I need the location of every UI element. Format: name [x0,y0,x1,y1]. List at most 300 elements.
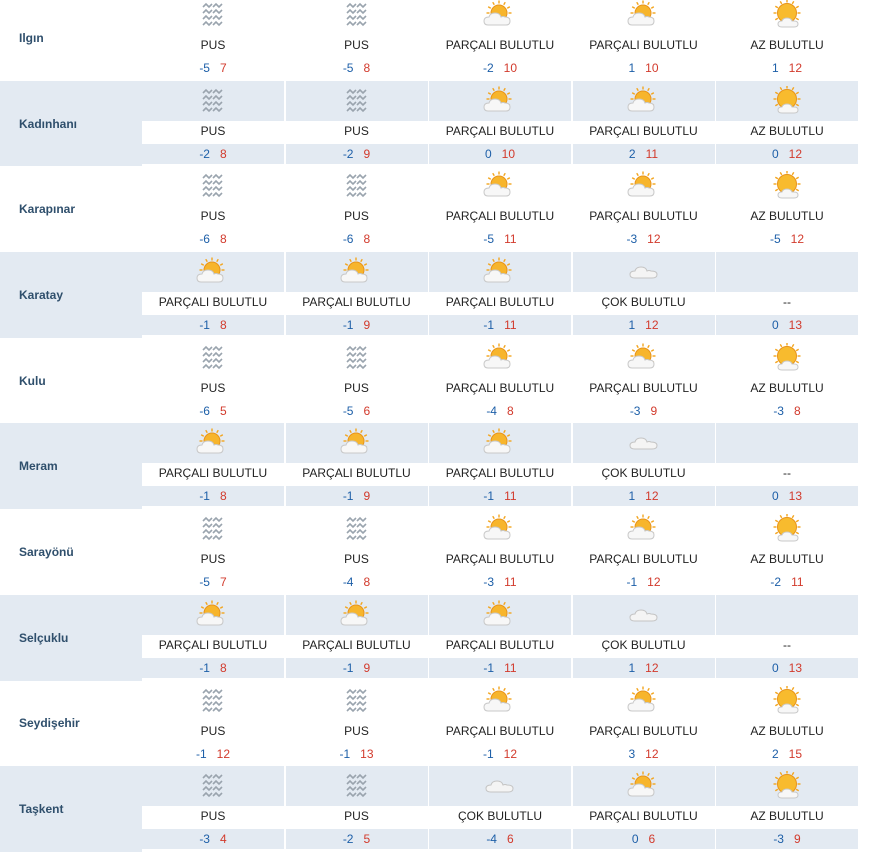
high-temperature: 10 [501,146,516,161]
low-temperature: 1 [771,61,779,75]
city-cell [0,766,142,852]
temperature-range [716,401,858,421]
high-temperature: 9 [650,403,658,418]
day-cells [142,766,860,852]
forecast-cell [142,252,284,338]
day-cells [142,252,860,338]
table-row [0,252,877,338]
partly-cloudy-icon [481,171,519,201]
high-temperature: 12 [645,318,659,333]
high-temperature: 8 [363,575,371,590]
weather-description: PUS [200,123,226,138]
high-temperature: 12 [645,660,659,675]
weather-description: PARÇALI BULUTLU [589,38,698,52]
temperature-range [142,401,284,421]
city-name[interactable]: Selçuklu [19,630,69,645]
forecast-cell [286,423,428,509]
partly-cloudy-icon [194,428,232,458]
low-temperature: -3 [626,232,638,247]
table-row [0,509,877,595]
temperature-range [573,144,715,164]
city-name[interactable]: Karatay [19,287,64,302]
forecast-cell [716,81,858,167]
weather-description: PARÇALI BULUTLU [589,552,698,567]
temperature-range [573,486,715,506]
temperature-range [573,401,715,421]
mostly-sunny-icon [768,171,806,201]
weather-description: PARÇALI BULUTLU [445,295,555,310]
mist-icon [344,516,370,542]
temperature-range [142,486,284,506]
icon-band [573,0,715,35]
temperature-range [716,658,858,678]
weather-description: PUS [200,380,226,395]
mist-icon [200,688,226,714]
high-temperature: 12 [647,232,661,247]
weather-description: AZ BULUTLU [750,723,824,738]
forecast-cell [142,509,284,595]
mostly-sunny-icon [768,514,806,544]
forecast-cell [716,595,858,681]
icon-band [716,252,858,292]
high-temperature: 12 [788,61,803,75]
high-temperature: 12 [790,232,805,247]
high-temperature: 12 [645,746,659,761]
forecast-cell [142,423,284,509]
icon-band [716,338,858,378]
icon-band [286,0,428,35]
weather-description: -- [783,466,791,481]
low-temperature: -3 [773,832,784,847]
weather-description: PUS [344,809,369,824]
high-temperature: 8 [219,489,227,504]
low-temperature: -1 [482,746,494,761]
forecast-cell [573,0,715,81]
temperature-range [142,144,284,164]
low-temperature: 1 [628,61,636,75]
partly-cloudy-icon [338,428,376,458]
weather-description: -- [783,295,791,310]
temperature-range [716,229,858,249]
high-temperature: 11 [504,318,517,333]
overcast-icon [483,774,517,798]
temperature-range [429,658,571,678]
weather-description: PUS [200,209,226,224]
icon-band [286,509,428,549]
icon-band [429,166,571,206]
high-temperature: 8 [219,660,227,675]
icon-band [429,595,571,635]
weather-description: PARÇALI BULUTLU [445,723,555,738]
icon-band [286,681,428,721]
table-row [0,338,877,424]
forecast-cell [286,595,428,681]
weather-description: PUS [344,552,369,567]
day-cells [142,338,860,424]
partly-cloudy-icon [194,600,232,630]
icon-band [286,595,428,635]
temperature-range [716,144,858,164]
weather-description: PARÇALI BULUTLU [445,209,555,224]
low-temperature: 0 [484,146,492,161]
icon-band [142,252,284,292]
forecast-cell [429,81,571,167]
high-temperature: 12 [216,746,231,761]
icon-band [142,595,284,635]
icon-band [286,81,428,121]
partly-cloudy-icon [625,771,663,801]
mist-icon [344,773,370,799]
icon-band [573,766,715,806]
forecast-cell [716,509,858,595]
low-temperature: -5 [342,403,354,418]
weather-description: PUS [344,380,369,395]
forecast-cell [286,166,428,252]
icon-band [142,509,284,549]
low-temperature: -1 [342,660,354,675]
temperature-range [142,658,284,678]
weather-description: PUS [200,723,226,738]
high-temperature: 4 [219,832,227,847]
icon-band [429,766,571,806]
weather-description: AZ BULUTLU [750,809,824,824]
temperature-range [573,658,715,678]
city-name[interactable]: Taşkent [19,802,64,817]
low-temperature: -6 [199,403,210,418]
icon-band [716,681,858,721]
icon-band [573,338,715,378]
weather-description: PARÇALI BULUTLU [589,380,698,395]
low-temperature: -5 [769,232,781,247]
high-temperature: 8 [219,146,227,161]
city-cell [0,509,142,595]
low-temperature: -1 [483,489,495,504]
low-temperature: -1 [626,575,638,590]
weather-description: PARÇALI BULUTLU [158,295,268,310]
high-temperature: 12 [645,489,659,504]
low-temperature: 0 [631,832,639,847]
low-temperature: -6 [199,232,210,247]
overcast-icon [627,603,661,627]
table-row [0,0,877,81]
weather-description: PARÇALI BULUTLU [302,466,411,481]
partly-cloudy-icon [481,600,519,630]
mist-icon [344,688,370,714]
city-name[interactable]: Meram [19,459,58,474]
icon-band [286,338,428,378]
temperature-range [716,58,858,78]
icon-band [142,0,284,35]
mist-icon [344,173,370,199]
forecast-cell [142,338,284,424]
city-name[interactable]: Karapınar [19,202,76,217]
high-temperature: 13 [788,489,803,504]
forecast-cell [573,166,715,252]
icon-band [142,681,284,721]
high-temperature: 5 [219,403,227,418]
city-cell [0,681,142,767]
high-temperature: 12 [788,146,803,161]
low-temperature: 2 [628,146,636,161]
forecast-cell [573,252,715,338]
day-cells [142,423,860,509]
low-temperature: -3 [773,403,784,418]
mist-icon [200,345,226,371]
city-cell [0,338,142,424]
city-name[interactable]: Seydişehir [19,716,80,731]
forecast-cell [429,338,571,424]
low-temperature: 1 [628,489,636,504]
temperature-range [142,58,284,78]
weather-description: ÇOK BULUTLU [601,466,686,481]
low-temperature: -1 [195,746,207,761]
forecast-cell [142,595,284,681]
temperature-range [286,401,428,421]
low-temperature: -3 [629,403,641,418]
city-cell [0,166,142,252]
forecast-cell [286,81,428,167]
day-cells [142,81,860,167]
low-temperature: -2 [342,146,354,161]
forecast-cell [429,166,571,252]
partly-cloudy-icon [481,343,519,373]
city-name[interactable]: Kadınhanı [19,116,78,131]
partly-cloudy-icon [625,343,663,373]
icon-band [142,766,284,806]
mist-icon [344,2,370,28]
temperature-range [716,315,858,335]
day-cells [142,0,860,81]
temperature-range [142,315,284,335]
day-cells [142,509,860,595]
weather-description: PARÇALI BULUTLU [302,637,411,652]
mostly-sunny-icon [768,686,806,716]
forecast-cell [573,766,715,852]
temperature-range [286,229,428,249]
weather-description: ÇOK BULUTLU [601,637,686,652]
low-temperature: 0 [771,489,779,504]
forecast-cell [573,423,715,509]
low-temperature: -4 [342,575,354,590]
icon-band [429,0,571,35]
high-temperature: 9 [363,318,371,333]
high-temperature: 9 [363,660,371,675]
forecast-cell [429,509,571,595]
low-temperature: -3 [483,575,495,590]
city-name[interactable]: Ilgın [19,30,44,45]
day-cells [142,166,860,252]
icon-band [716,423,858,463]
high-temperature: 8 [506,403,514,418]
forecast-cell [573,595,715,681]
forecast-cell [142,81,284,167]
icon-band [286,252,428,292]
icon-band [716,166,858,206]
low-temperature: -1 [199,489,210,504]
icon-band [429,423,571,463]
temperature-range [286,829,428,849]
table-row [0,166,877,252]
high-temperature: 6 [648,832,656,847]
icon-band [142,423,284,463]
weather-description: PARÇALI BULUTLU [158,466,268,481]
icon-band [573,252,715,292]
partly-cloudy-icon [481,0,519,30]
temperature-range [429,829,571,849]
temperature-range [286,572,428,592]
forecast-cell [429,0,571,81]
temperature-range [573,744,715,764]
city-cell [0,595,142,681]
forecast-cell [716,252,858,338]
low-temperature: -1 [199,318,210,333]
low-temperature: -2 [770,575,782,590]
weather-description: AZ BULUTLU [750,552,824,567]
high-temperature: 11 [504,660,517,675]
low-temperature: 0 [771,146,779,161]
low-temperature: -1 [483,318,495,333]
partly-cloudy-icon [625,514,663,544]
forecast-cell [142,166,284,252]
forecast-cell [286,252,428,338]
icon-band [429,509,571,549]
weather-description: PARÇALI BULUTLU [445,466,555,481]
forecast-cell [573,81,715,167]
overcast-icon [627,260,661,284]
weather-description: ÇOK BULUTLU [601,295,686,310]
low-temperature: -1 [339,746,351,761]
temperature-range [573,572,715,592]
partly-cloudy-icon [625,171,663,201]
high-temperature: 7 [219,61,227,75]
temperature-range [429,229,571,249]
icon-band [429,81,571,121]
mist-icon [200,2,226,28]
partly-cloudy-icon [338,600,376,630]
partly-cloudy-icon [481,514,519,544]
mist-icon [200,516,226,542]
icon-band [429,338,571,378]
forecast-cell [716,166,858,252]
low-temperature: -5 [483,232,495,247]
temperature-range [573,229,715,249]
temperature-range [716,486,858,506]
forecast-cell [286,0,428,81]
high-temperature: 11 [504,232,517,247]
forecast-cell [286,681,428,767]
forecast-cell [142,766,284,852]
low-temperature: -4 [486,403,497,418]
day-cells [142,681,860,767]
temperature-range [286,315,428,335]
weather-description: PARÇALI BULUTLU [445,552,555,567]
weather-description: PARÇALI BULUTLU [589,209,698,224]
low-temperature: -3 [199,832,210,847]
weather-description: PARÇALI BULUTLU [445,123,555,138]
weather-description: PUS [344,723,369,738]
mist-icon [344,345,370,371]
low-temperature: -5 [199,61,210,75]
mist-icon [200,173,226,199]
temperature-range [429,486,571,506]
high-temperature: 9 [363,146,371,161]
weather-description: AZ BULUTLU [750,123,824,138]
weather-description: -- [783,637,791,652]
weather-description: PARÇALI BULUTLU [302,295,411,310]
high-temperature: 11 [645,146,659,161]
low-temperature: 0 [771,660,779,675]
high-temperature: 8 [363,232,371,247]
icon-band [142,338,284,378]
high-temperature: 9 [363,489,371,504]
weather-description: AZ BULUTLU [750,38,824,52]
high-temperature: 7 [219,575,227,590]
temperature-range [573,315,715,335]
city-cell [0,81,142,167]
temperature-range [142,229,284,249]
table-row [0,766,877,852]
weather-description: PARÇALI BULUTLU [445,637,555,652]
low-temperature: -1 [483,660,495,675]
weather-description: PUS [344,123,369,138]
icon-band [429,681,571,721]
partly-cloudy-icon [194,257,232,287]
high-temperature: 10 [503,61,518,75]
high-temperature: 8 [219,318,227,333]
partly-cloudy-icon [481,257,519,287]
forecast-cell [429,595,571,681]
weather-description: PARÇALI BULUTLU [589,723,698,738]
overcast-icon [627,431,661,455]
high-temperature: 6 [363,403,371,418]
temperature-range [429,315,571,335]
high-temperature: 6 [506,832,514,847]
table-row [0,681,877,767]
forecast-cell [286,338,428,424]
temperature-range [716,829,858,849]
low-temperature: -4 [486,832,497,847]
temperature-range [142,829,284,849]
weather-description: PUS [344,38,369,52]
low-temperature: -2 [342,832,354,847]
partly-cloudy-icon [625,686,663,716]
partly-cloudy-icon [481,86,519,116]
low-temperature: -2 [199,146,210,161]
partly-cloudy-icon [625,0,663,30]
city-cell [0,423,142,509]
high-temperature: 13 [360,746,374,761]
mostly-sunny-icon [768,343,806,373]
high-temperature: 11 [791,575,804,590]
temperature-range [429,58,571,78]
city-name[interactable]: Sarayönü [19,544,74,559]
forecast-cell [142,681,284,767]
icon-band [716,0,858,35]
icon-band [716,766,858,806]
table-row [0,81,877,167]
temperature-range [286,58,428,78]
temperature-range [286,658,428,678]
weather-description: PARÇALI BULUTLU [445,380,555,395]
icon-band [429,252,571,292]
forecast-cell [573,338,715,424]
forecast-cell [716,681,858,767]
weather-description: PUS [200,552,226,567]
temperature-range [716,744,858,764]
city-name[interactable]: Kulu [19,373,46,388]
temperature-range [573,829,715,849]
weather-description: PARÇALI BULUTLU [589,123,698,138]
